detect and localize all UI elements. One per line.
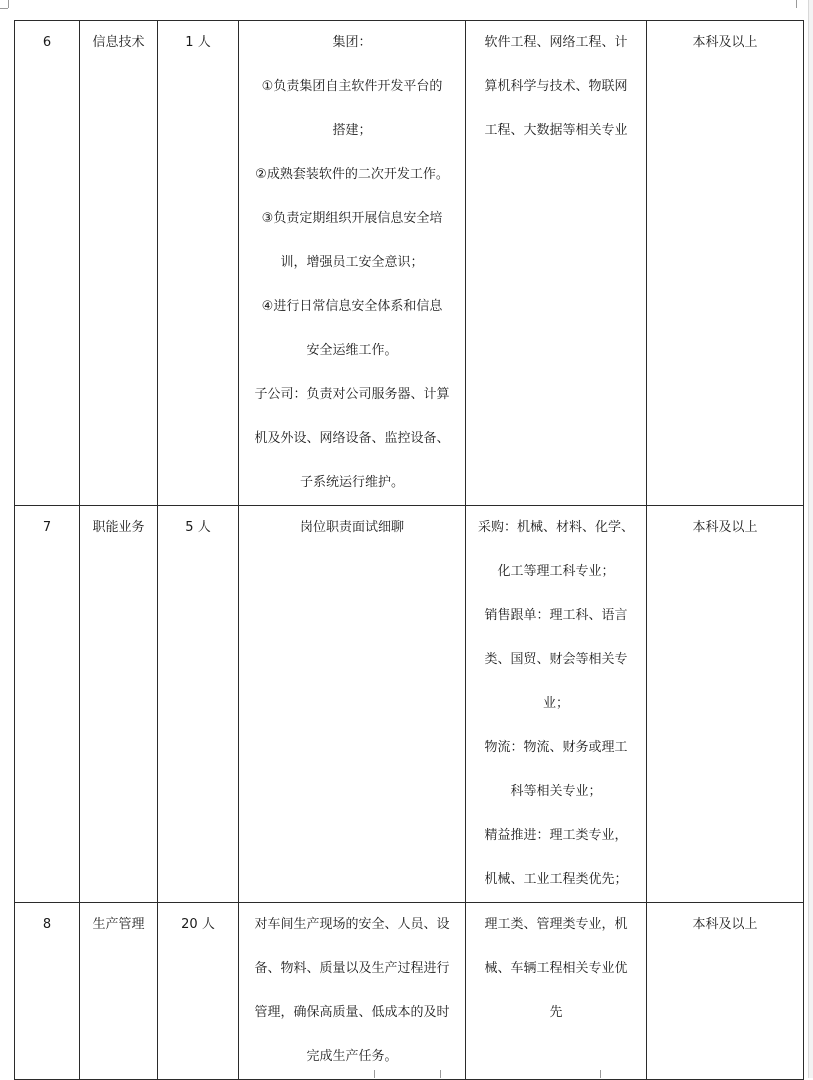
major-line: 业； <box>542 696 569 711</box>
corner-mark-left-h <box>0 8 8 9</box>
job-duties <box>239 21 466 506</box>
major-line: 销售跟单：理工科、语言 <box>484 608 628 623</box>
major-line: 先 <box>549 1005 563 1020</box>
position-name: 生产管理 <box>80 903 158 1080</box>
recruitment-table <box>14 20 804 1080</box>
major-line: 类、国贸、财会等相关专 <box>484 652 628 667</box>
duty-line: 搭建； <box>332 123 372 138</box>
duty-line: 机及外设、网络设备、监控设备、 <box>254 431 450 446</box>
duty-line: 完成生产任务。 <box>306 1049 398 1064</box>
duty-line: 训，增强员工安全意识； <box>280 255 424 270</box>
duty-line: 备、物料、质量以及生产过程进行 <box>254 961 450 976</box>
education-requirement: 本科及以上 <box>647 506 804 903</box>
corner-mark-left <box>8 0 9 8</box>
major-line: 化工等理工科专业； <box>497 564 615 579</box>
major-requirement <box>466 21 647 506</box>
corner-mark-right <box>796 0 797 8</box>
major-requirement <box>466 506 647 903</box>
duty-line: 管理，确保高质量、低成本的及时 <box>254 1005 450 1020</box>
duty-line: 子公司：负责对公司服务器、计算 <box>254 387 450 402</box>
major-line: 软件工程、网络工程、计 <box>484 35 628 50</box>
job-duties <box>239 506 466 903</box>
major-line: 机械、工业工程类优先； <box>484 872 628 887</box>
duty-line: 子系统运行维护。 <box>299 475 404 490</box>
duty-line: 对车间生产现场的安全、人员、设 <box>254 917 450 932</box>
major-line: 物流：物流、财务或理工 <box>484 740 628 755</box>
duty-line: 集团： <box>332 35 372 50</box>
major-line: 工程、大数据等相关专业 <box>484 123 628 138</box>
duty-line: 岗位职责面试细聊 <box>299 520 404 535</box>
education-requirement: 本科及以上 <box>647 21 804 506</box>
table-row <box>15 903 804 1080</box>
row-number: 7 <box>15 506 80 903</box>
table-row <box>15 21 804 506</box>
table-row <box>15 506 804 903</box>
major-line: 械、车辆工程相关专业优 <box>484 961 628 976</box>
row-number: 8 <box>15 903 80 1080</box>
duty-line: ②成熟套装软件的二次开发工作。 <box>255 167 449 182</box>
duty-line: ③负责定期组织开展信息安全培 <box>261 211 443 226</box>
headcount: 20 人 <box>158 903 239 1080</box>
row-number: 6 <box>15 21 80 506</box>
education-requirement: 本科及以上 <box>647 903 804 1080</box>
duty-line: ④进行日常信息安全体系和信息 <box>261 299 443 314</box>
headcount: 1 人 <box>158 21 239 506</box>
major-line: 理工类、管理类专业，机 <box>484 917 628 932</box>
duty-line: ①负责集团自主软件开发平台的 <box>261 79 443 94</box>
headcount: 5 人 <box>158 506 239 903</box>
major-requirement <box>466 903 647 1080</box>
duty-line: 安全运维工作。 <box>306 343 398 358</box>
major-line: 采购：机械、材料、化学、 <box>477 520 634 535</box>
position-name: 职能业务 <box>80 506 158 903</box>
job-duties <box>239 903 466 1080</box>
major-line: 精益推进：理工类专业， <box>484 828 628 843</box>
position-name: 信息技术 <box>80 21 158 506</box>
major-line: 算机科学与技术、物联网 <box>484 79 628 94</box>
page-edge <box>808 0 813 1078</box>
major-line: 科等相关专业； <box>510 784 602 799</box>
